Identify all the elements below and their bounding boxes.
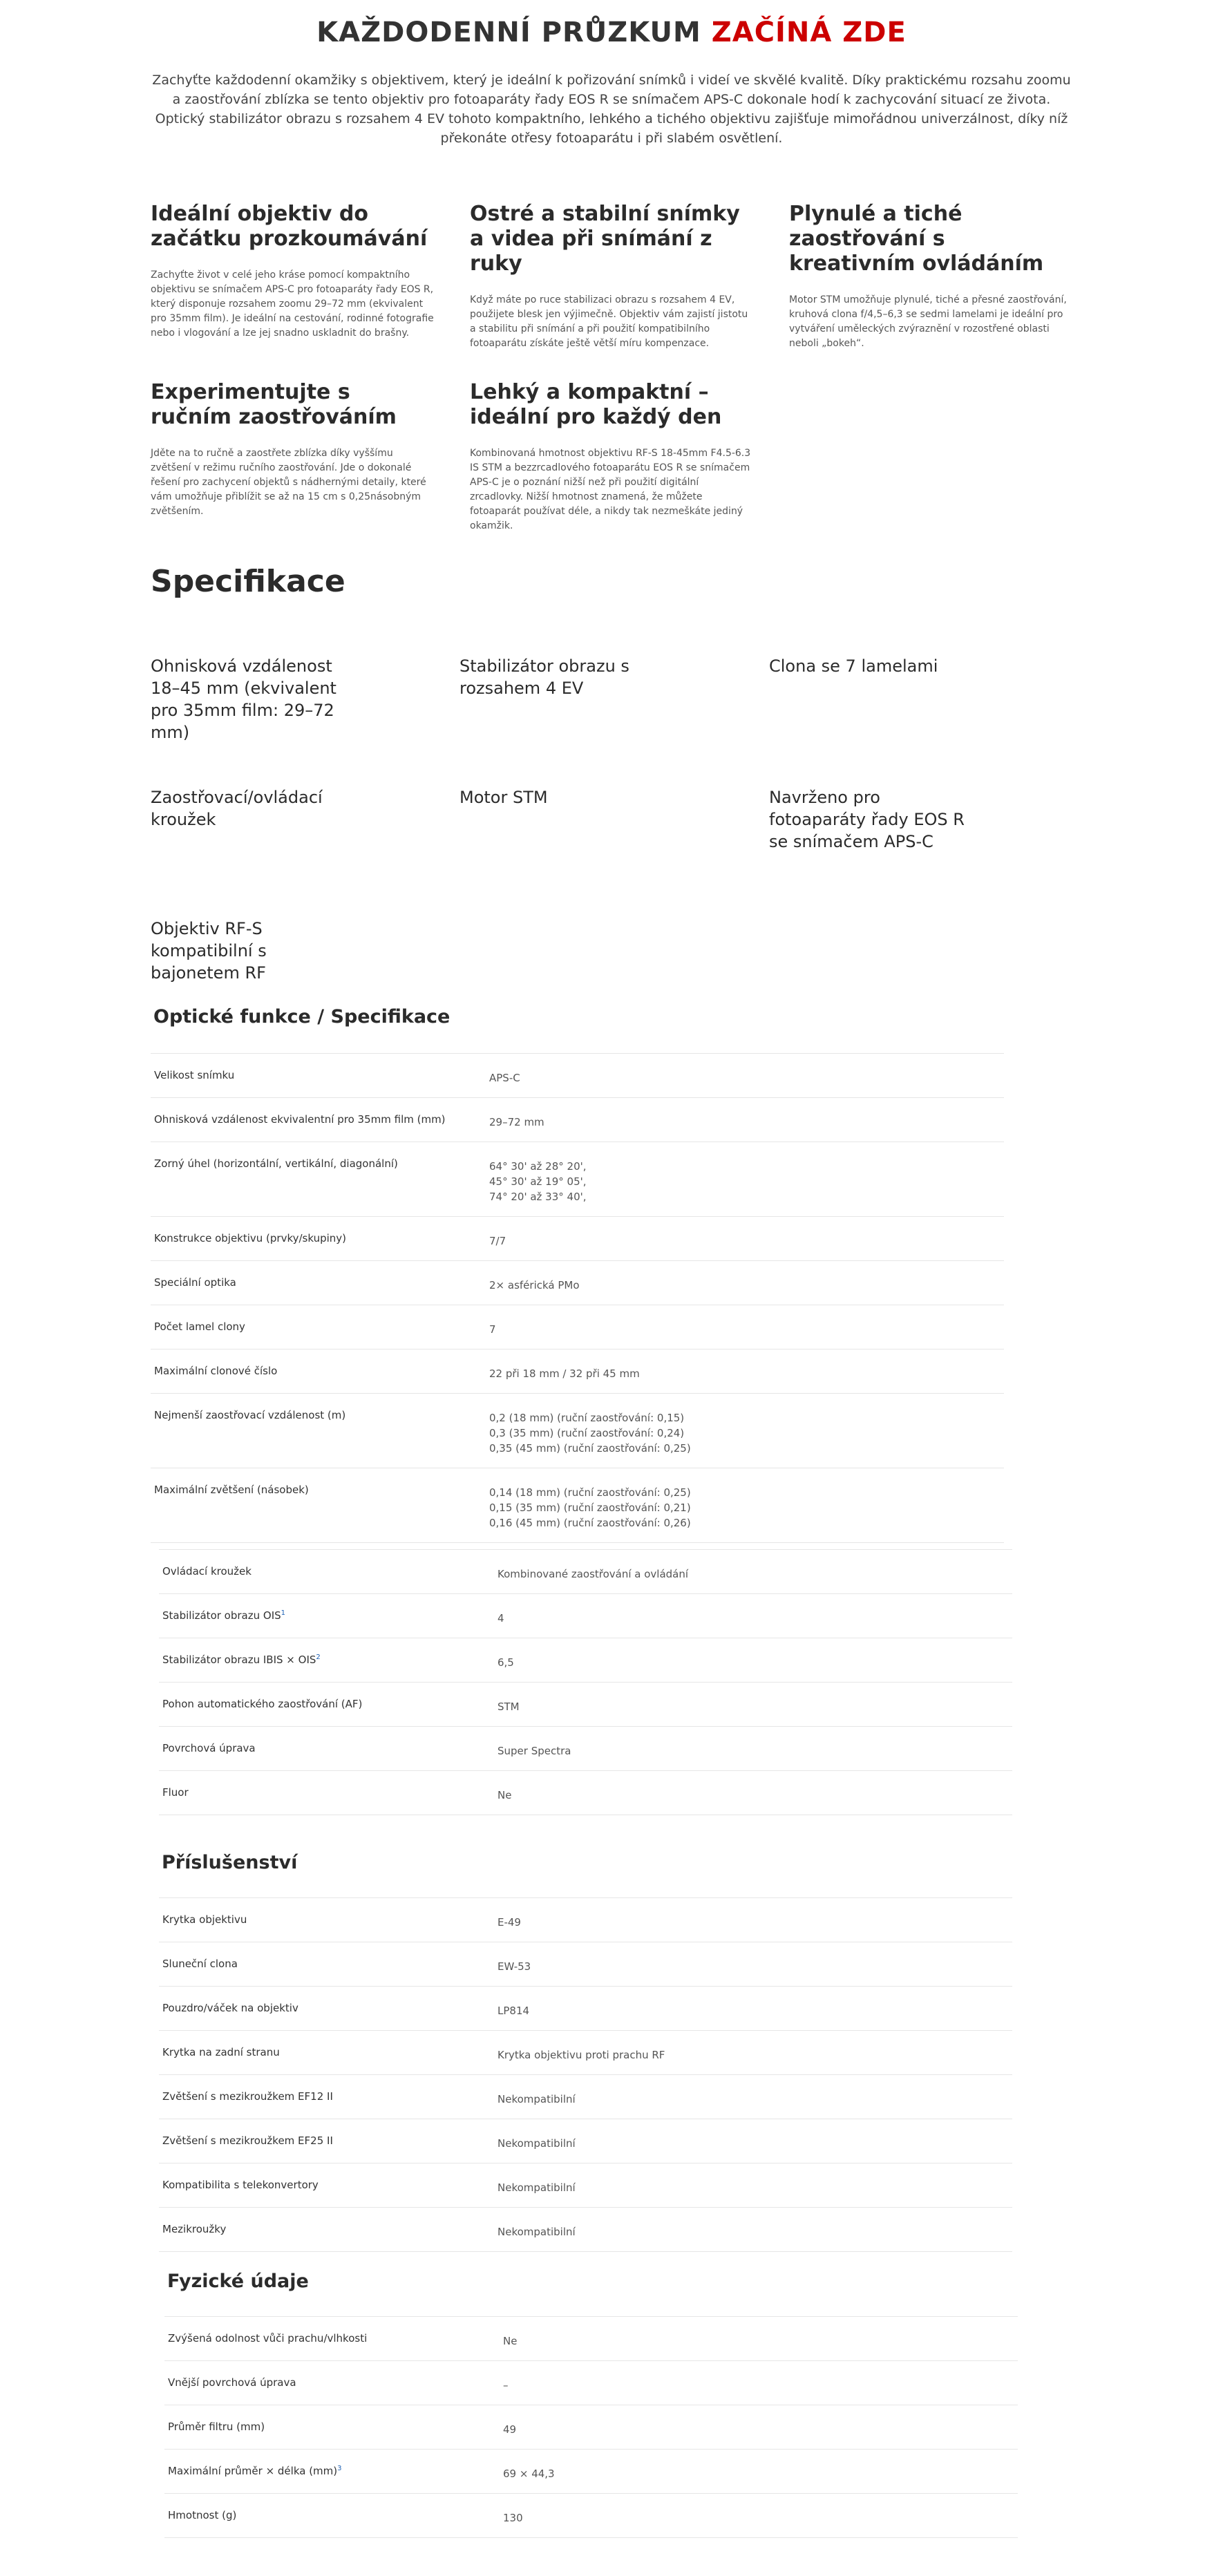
- row-value: Nekompatibilní: [497, 2093, 576, 2105]
- table-row: [151, 1468, 1004, 1543]
- row-value: 7/7: [489, 1235, 506, 1247]
- row-label: Speciální optika: [154, 1276, 236, 1289]
- table-row: [159, 1550, 1012, 1594]
- row-value: E-49: [497, 1916, 521, 1929]
- table-row: [164, 2361, 1018, 2405]
- row-value: EW-53: [497, 1960, 531, 1973]
- table-row: [159, 1987, 1012, 2031]
- accessories-table: [159, 1897, 1012, 2252]
- optical-spec-table: [151, 1053, 1004, 1543]
- table-row: [159, 2031, 1012, 2075]
- specifications-heading: Specifikace: [151, 564, 345, 599]
- table-row: [151, 1142, 1004, 1217]
- row-value: 22 při 18 mm / 32 při 45 mm: [489, 1367, 640, 1380]
- row-value: STM: [497, 1701, 520, 1713]
- feature-text: Zachyťte život v celé jeho kráse pomocí kompaktního objektivu se snímačem APS-C pro fotoaparáty řady EOS R, který disponuje rozsahem zoomu 29–72 mm (ekvivalent pro 35mm film). Je ideální na cestování, rodinné fotografie nebo i vlogování a lze jej snadno uskladnit do brašny.: [151, 269, 434, 339]
- row-value: LP814: [497, 2005, 530, 2017]
- row-value: 7: [489, 1323, 496, 1336]
- table-row: [151, 1394, 1004, 1468]
- row-label: Krytka objektivu: [162, 1913, 247, 1926]
- row-label: Zvýšená odolnost vůči prachu/vlhkosti: [168, 2332, 368, 2345]
- row-value: Kombinované zaostřování a ovládání: [497, 1568, 689, 1580]
- table-row: [159, 1683, 1012, 1727]
- row-label: Zorný úhel (horizontální, vertikální, diagonální): [154, 1157, 398, 1170]
- row-value: Nekompatibilní: [497, 2181, 576, 2194]
- table-row: [159, 1771, 1012, 1815]
- row-value: Nekompatibilní: [497, 2137, 576, 2150]
- table-row: [159, 1942, 1012, 1987]
- table-row: [159, 2075, 1012, 2119]
- hero-title-accent: ZAČÍNÁ ZDE: [711, 17, 907, 48]
- table-row: [159, 1638, 1012, 1683]
- feature-card: [470, 380, 753, 533]
- row-label: Maximální průměr × délka (mm)$^3$: [168, 2465, 342, 2477]
- row-label: Fluor: [162, 1786, 189, 1799]
- row-value: Nekompatibilní: [497, 2226, 576, 2238]
- table-row: [164, 2317, 1018, 2361]
- row-label: Krytka na zadní stranu: [162, 2046, 280, 2058]
- row-value: –: [503, 2379, 509, 2392]
- feature-text: Jděte na to ručně a zaostřete zblízka díky vyššímu zvětšení v režimu ručního zaostřování. Jde o dokonalé řešení pro zachycení objektů s nádhernými detaily, které vám umožňuje přiblížit se až na 15 cm s 0,25násobným zvětšením.: [151, 448, 426, 517]
- row-label: Konstrukce objektivu (prvky/skupiny): [154, 1232, 347, 1244]
- row-value: 29–72 mm: [489, 1116, 544, 1128]
- spec-item: Objektiv RF-S kompatibilní s bajonetem RF: [151, 919, 267, 983]
- table-row: [159, 2119, 1012, 2163]
- spec-item: Zaostřovací/ovládací kroužek: [151, 788, 323, 829]
- row-label: Ovládací kroužek: [162, 1565, 252, 1578]
- physical-section-title: Fyzické údaje: [167, 2271, 309, 2292]
- feature-card: [151, 380, 434, 519]
- row-label: Maximální zvětšení (násobek): [154, 1484, 309, 1496]
- row-value: Krytka objektivu proti prachu RF: [497, 2049, 665, 2061]
- row-label: Hmotnost (g): [168, 2509, 237, 2521]
- row-value: 49: [503, 2423, 517, 2436]
- row-label: Ohnisková vzdálenost ekvivalentní pro 35mm film (mm): [154, 1113, 446, 1126]
- optical-spec-table-continued: [159, 1549, 1012, 1815]
- feature-title: Ostré a stabilní snímky a videa při snímání z ruky: [470, 202, 740, 276]
- row-label: Vnější povrchová úprava: [168, 2376, 296, 2389]
- row-label: Pohon automatického zaostřování (AF): [162, 1698, 363, 1710]
- row-value: Super Spectra: [497, 1745, 571, 1757]
- feature-title: Lehký a kompaktní – ideální pro každý den: [470, 380, 722, 429]
- row-value: 0,2 (18 mm) (ruční zaostřování: 0,15) 0,3 (35 mm) (ruční zaostřování: 0,24) 0,35 (45 mm) (ruční zaostřování: 0,25): [489, 1412, 691, 1455]
- spec-item: Clona se 7 lamelami: [769, 656, 938, 676]
- row-value: 4: [497, 1612, 504, 1625]
- table-row: [151, 1217, 1004, 1261]
- feature-title: Experimentujte s ručním zaostřováním: [151, 380, 397, 429]
- row-label: Zvětšení s mezikroužkem EF12 II: [162, 2090, 333, 2103]
- accessories-section-title: Příslušenství: [162, 1852, 298, 1873]
- footnote-link[interactable]: 1: [281, 1609, 286, 1617]
- table-row: [164, 2450, 1018, 2494]
- footnote-link[interactable]: 3: [337, 2465, 342, 2472]
- hero-intro: Zachyťte každodenní okamžiky s objektivem, který je ideální k pořizování snímků i videí ve skvělé kvalitě. Díky praktickému rozsahu zoomu a zaostřování zblízka se tento objektiv pro fotoaparáty řady EOS R se snímačem APS-C dokonale hodí k zachycování situací ze života. Optický stabilizátor obrazu s rozsahem 4 EV tohoto kompaktního, lehkého a tichého objektivu zajišťuje mimořádnou univerzálnost, díky níž překonáte otřesy fotoaparátu i při slabém osvětlení.: [152, 73, 1071, 146]
- table-row: [151, 1305, 1004, 1349]
- feature-card: [151, 202, 434, 341]
- row-label: Mezikroužky: [162, 2223, 227, 2235]
- spec-item: Motor STM: [459, 788, 548, 807]
- row-label: Nejmenší zaostřovací vzdálenost (m): [154, 1409, 346, 1421]
- hero-title-main: KAŽDODENNÍ PRŮZKUM: [316, 17, 712, 48]
- feature-title: Ideální objektiv do začátku prozkoumávání: [151, 202, 428, 251]
- row-label: Zvětšení s mezikroužkem EF25 II: [162, 2134, 333, 2147]
- table-row: [151, 1098, 1004, 1142]
- footnote-link[interactable]: 2: [316, 1654, 321, 1661]
- hero-title: [0, 17, 1223, 48]
- row-label: Průměr filtru (mm): [168, 2421, 265, 2433]
- feature-card: [789, 202, 1072, 351]
- spec-item: Stabilizátor obrazu s rozsahem 4 EV: [459, 656, 629, 698]
- row-label: Maximální clonové číslo: [154, 1365, 278, 1377]
- row-label: Povrchová úprava: [162, 1742, 256, 1754]
- table-row: [151, 1261, 1004, 1305]
- table-row: [164, 2405, 1018, 2450]
- feature-text: Když máte po ruce stabilizaci obrazu s rozsahem 4 EV, použijete blesk jen výjimečně. Objektiv vám zajistí jistotu a stabilitu při snímání a při použití kompatibilního fotoaparátu získáte ještě větší míru kompenzace.: [470, 294, 748, 349]
- row-label: Velikost snímku: [154, 1069, 235, 1081]
- table-row: [159, 1727, 1012, 1771]
- row-label: Sluneční clona: [162, 1958, 238, 1970]
- feature-title: Plynulé a tiché zaostřování s kreativním ovládáním: [789, 202, 1044, 276]
- row-value: 64° 30' až 28° 20', 45° 30' až 19° 05', 74° 20' až 33° 40',: [489, 1160, 587, 1203]
- row-label: Počet lamel clony: [154, 1320, 245, 1333]
- row-label: Stabilizátor obrazu IBIS × $OIS^2$: [162, 1654, 321, 1666]
- row-label: Stabilizátor obrazu OIS$^1$: [162, 1609, 286, 1622]
- table-row: [164, 2494, 1018, 2538]
- row-value: Ne: [503, 2335, 518, 2347]
- spec-item: Navrženo pro fotoaparáty řady EOS R se snímačem APS-C: [769, 788, 965, 851]
- row-value: 0,14 (18 mm) (ruční zaostřování: 0,25) 0,15 (35 mm) (ruční zaostřování: 0,21) 0,16 (45 mm) (ruční zaostřování: 0,26): [489, 1486, 691, 1529]
- row-value: 69 × 44,3: [503, 2468, 555, 2480]
- optical-section-title: Optické funkce / Specifikace: [153, 1006, 451, 1027]
- row-value: 6,5: [497, 1656, 514, 1669]
- table-row: [159, 2163, 1012, 2208]
- table-row: [151, 1349, 1004, 1394]
- feature-card: [470, 202, 753, 351]
- spec-item: Ohnisková vzdálenost 18–45 mm (ekvivalent pro 35mm film: 29–72 mm): [151, 656, 336, 742]
- table-row: [159, 1594, 1012, 1638]
- row-value: 2× asférická PMo: [489, 1279, 580, 1291]
- row-value: APS-C: [489, 1072, 520, 1084]
- row-label: Pouzdro/váček na objektiv: [162, 2002, 298, 2014]
- row-value: Ne: [497, 1789, 512, 1801]
- feature-text: Motor STM umožňuje plynulé, tiché a přesné zaostřování, kruhová clona f/4,5–6,3 se sedmi lamelami je ideální pro vytváření uměleckých zvýraznění v rozostřené oblasti neboli „bokeh“.: [789, 294, 1067, 349]
- feature-text: Kombinovaná hmotnost objektivu RF-S 18-45mm F4.5-6.3 IS STM a bezzrcadlového fotoaparátu EOS R se snímačem APS-C je o poznání nižší než při použití digitální zrcadlovky. Nižší hmotnost znamená, že můžete fotoaparát používat déle, a nikdy tak nezmeškáte jediný okamžik.: [470, 448, 751, 531]
- table-row: [151, 1054, 1004, 1098]
- row-label: Kompatibilita s telekonvertory: [162, 2179, 319, 2191]
- table-row: [159, 2208, 1012, 2252]
- table-row: [159, 1898, 1012, 1942]
- row-value: 130: [503, 2512, 523, 2524]
- physical-table: [164, 2316, 1018, 2538]
